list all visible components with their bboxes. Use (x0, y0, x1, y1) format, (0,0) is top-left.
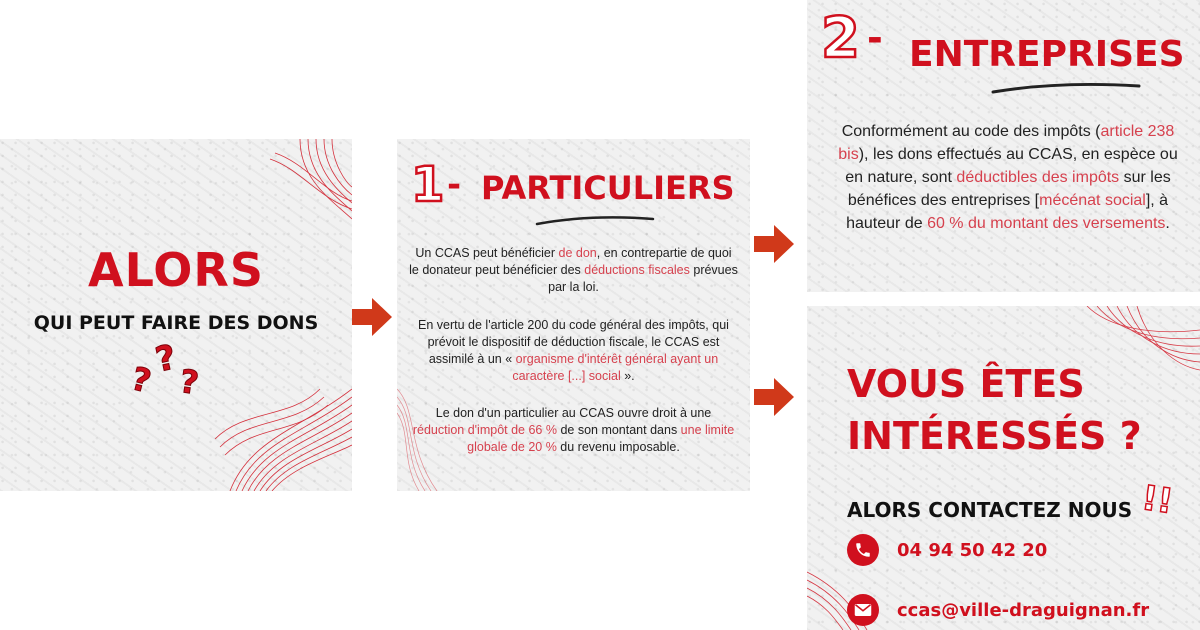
card-alors (0, 139, 352, 491)
step-number: 2 (821, 6, 860, 71)
highlighted-text: une limite globale de 20 % (467, 423, 735, 454)
highlighted-text: mécénat social (1039, 192, 1146, 209)
highlighted-text: déductibles des impôts (956, 169, 1120, 186)
card-particuliers (397, 139, 750, 491)
text-segment: de son montant dans (556, 423, 681, 437)
paragraph (409, 317, 738, 385)
card-title: PARTICULIERS (481, 169, 735, 207)
card-title: ALORS (88, 243, 264, 297)
brush-underline (991, 80, 1141, 98)
card-title: VOUS ÊTES INTÉRESSÉS ? (847, 362, 1142, 458)
text-segment: , en contrepartie de quoi le donateur peut bénéficier des (409, 246, 732, 277)
phone-icon (847, 534, 879, 566)
text-segment: . (1165, 215, 1170, 232)
red-swirl-decoration (807, 306, 1200, 630)
paragraph (409, 245, 738, 296)
highlighted-text: article 238 bis (838, 123, 1175, 163)
paragraph (833, 120, 1183, 235)
text-segment: du revenu imposable. (556, 440, 680, 454)
card-subtitle: QUI PEUT FAIRE DES DONS (33, 312, 319, 334)
envelope-icon (847, 594, 879, 626)
phone-number[interactable]: 04 94 50 42 20 (897, 539, 1048, 561)
step-dash: - (867, 16, 883, 60)
card-title: ENTREPRISES (909, 34, 1185, 75)
step-number: 1 (411, 157, 445, 213)
brush-underline (535, 213, 655, 229)
paragraph (409, 405, 738, 456)
text-segment: ), les dons effectués au CCAS, en espèce ou en nature, sont (845, 146, 1178, 186)
arrow-right-icon (752, 375, 796, 419)
text-segment: Le don d'un particulier au CCAS ouvre droit à une (435, 406, 712, 420)
card-contact (807, 306, 1200, 630)
contact-phone[interactable] (847, 534, 1047, 566)
contact-email[interactable] (847, 594, 1149, 626)
text-segment: ], à hauteur de (846, 192, 1169, 232)
highlighted-text: 60 % du montant des versements (927, 215, 1166, 232)
email-address[interactable]: ccas@ville-draguignan.fr (897, 599, 1150, 621)
highlighted-text: réduction d'impôt de 66 % (412, 423, 557, 437)
question-marks-icon: ? ? ? (127, 337, 202, 403)
text-segment: ». (620, 369, 635, 383)
arrow-right-icon (752, 222, 796, 266)
contact-label: ALORS CONTACTEZ NOUS !! (847, 478, 1176, 523)
highlighted-text: déductions fiscales (584, 263, 690, 277)
exclamation-icon: !! (1139, 478, 1176, 523)
highlighted-text: de don (558, 246, 597, 260)
text-segment: Un CCAS peut bénéficier (415, 246, 559, 260)
text-segment: sur les bénéfices des entreprises [ (847, 169, 1171, 209)
step-dash: - (447, 165, 462, 205)
arrow-right-icon (350, 295, 394, 339)
highlighted-text: organisme d'intérêt général ayant un caractère [...] social (512, 352, 719, 383)
text-segment: prévues par la loi. (548, 263, 738, 294)
card-entreprises (807, 0, 1200, 292)
text-segment: Conformément au code des impôts ( (841, 123, 1101, 140)
text-segment: En vertu de l'article 200 du code général des impôts, qui prévoit le dispositif de déduction fiscale, le CCAS est assimilé à un « (418, 318, 729, 366)
